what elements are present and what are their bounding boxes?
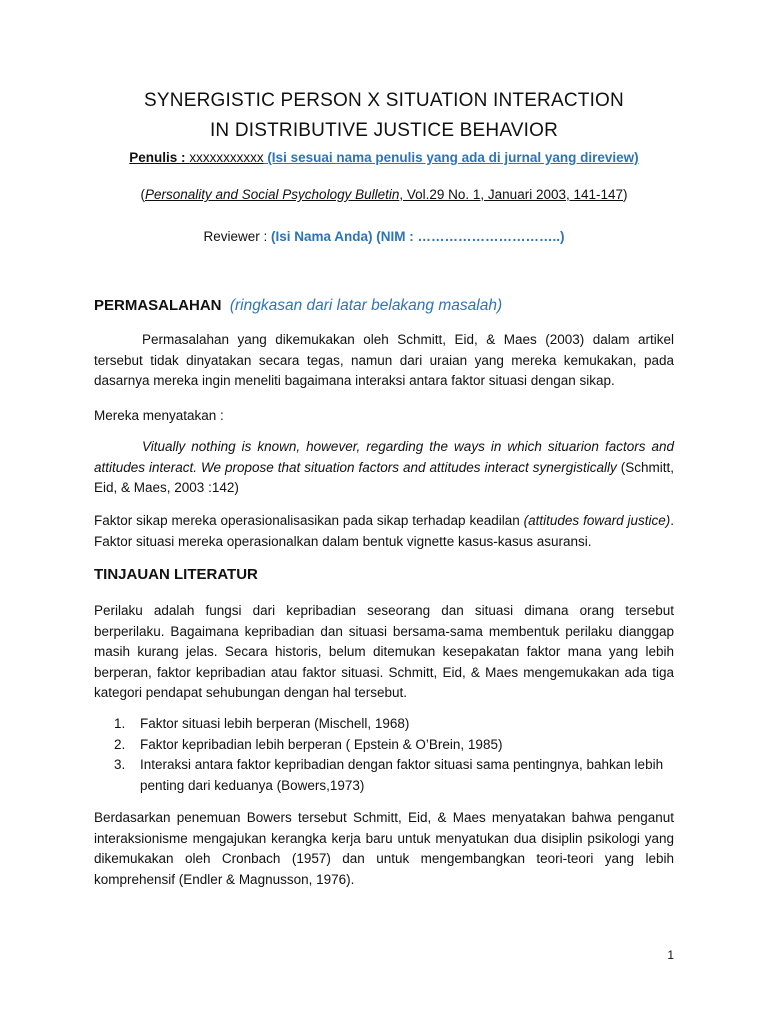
citation-details: , Vol.29 No. 1, Januari 2003, 141-147 — [399, 187, 624, 202]
quote-block — [94, 437, 674, 499]
paragraph-literatur: Perilaku adalah fungsi dari kepribadian seseorang dan situasi dimana orang tersebut berperilaku. Bagaimana kepribadian dan situasi bersama-sama membentuk perilaku dianggap masih kurang jelas. Secara historis, belum ditemukan kesepakatan faktor mana yang lebih berperan, faktor kepribadian atau faktor situasi. Schmitt, Eid, & Maes mengemukakan ada tiga kategori pendapat sehubungan dengan hal tersebut. — [94, 603, 674, 700]
factors-text-2: . Faktor situasi mereka operasionalkan dalam bentuk vignette kasus-kasus asuransi. — [94, 513, 675, 549]
list-item — [94, 755, 674, 796]
list-number: 3. — [114, 757, 126, 772]
reviewer-nim: (NIM : …………………………..) — [372, 229, 565, 244]
list-text: Interaksi antara faktor kepribadian dengan faktor situasi sama pentingnya, bahkan lebih penting dari keduanya (Bowers,1973) — [140, 757, 664, 793]
reviewer-name: (Isi Nama Anda) — [271, 229, 373, 244]
citation-close: ) — [623, 187, 628, 202]
section-heading-text: PERMASALAHAN — [94, 297, 222, 314]
paragraph-bowers: Berdasarkan penemuan Bowers tersebut Schmitt, Eid, & Maes menyatakan bahwa penganut interaksionisme mengajukan kerangka kerja baru untuk menyatukan dua disiplin psikologi yang dikemukakan oleh Cronbach (1957) dan untuk mengembangkan teori-teori yang lebih komprehensif (Endler & Magnusson, 1976). — [94, 810, 674, 887]
title-line-1: SYNERGISTIC PERSON X SITUATION INTERACTION — [144, 90, 624, 111]
citation-line — [0, 187, 768, 202]
factors-text-italic: (attitudes foward justice) — [523, 513, 671, 528]
page-number: 1 — [667, 948, 674, 962]
list-item — [94, 735, 674, 756]
citation-journal: Personality and Social Psychology Bulletin — [144, 187, 400, 202]
list-text: Faktor situasi lebih berperan (Mischell, 1968) — [140, 716, 410, 731]
reviewer-label: Reviewer : — [203, 229, 271, 244]
paragraph-permasalahan: Permasalahan yang dikemukakan oleh Schmitt, Eid, & Maes (2003) dalam artikel tersebut tidak dinyatakan secara tegas, namun dari uraian yang mereka kemukakan, pada dasarnya mereka ingin meneliti bagaimana interaksi antara faktor situasi dengan sikap. — [94, 332, 674, 388]
citation-open: ( — [140, 187, 145, 202]
section-note: (ringkasan dari latar belakang masalah) — [229, 297, 503, 314]
section-heading-tinjauan: TINJAUAN LITERATUR — [94, 566, 258, 583]
author-value: xxxxxxxxxxx — [189, 150, 264, 165]
factors-text-1: Faktor sikap mereka operasionalisasikan pada sikap terhadap keadilan — [94, 513, 524, 528]
paragraph-factors — [94, 511, 674, 552]
title-line-2: IN DISTRIBUTIVE JUSTICE BEHAVIOR — [209, 120, 559, 141]
author-note: (Isi sesuai nama penulis yang ada di jurnal yang direview) — [263, 150, 639, 165]
numbered-list — [94, 714, 674, 796]
list-text: Faktor kepribadian lebih berperan ( Epstein & O’Brein, 1985) — [140, 736, 503, 752]
quote-citation: (Schmitt, Eid, & Maes, 2003 :142) — [94, 459, 674, 495]
list-number: 2. — [114, 736, 126, 752]
quote-text: Vitually nothing is known, however, regarding the ways in which situarion factors and attitudes interact. We propose that situation factors and attitudes interact synergistically — [94, 439, 674, 475]
reviewer-line — [0, 229, 768, 244]
paragraph-statement-intro: Mereka menyatakan : — [94, 408, 224, 423]
section-heading-permasalahan — [94, 297, 502, 315]
list-number: 1. — [114, 716, 126, 731]
list-item — [94, 714, 674, 735]
author-label: Penulis : — [129, 150, 190, 165]
author-line — [0, 150, 768, 165]
